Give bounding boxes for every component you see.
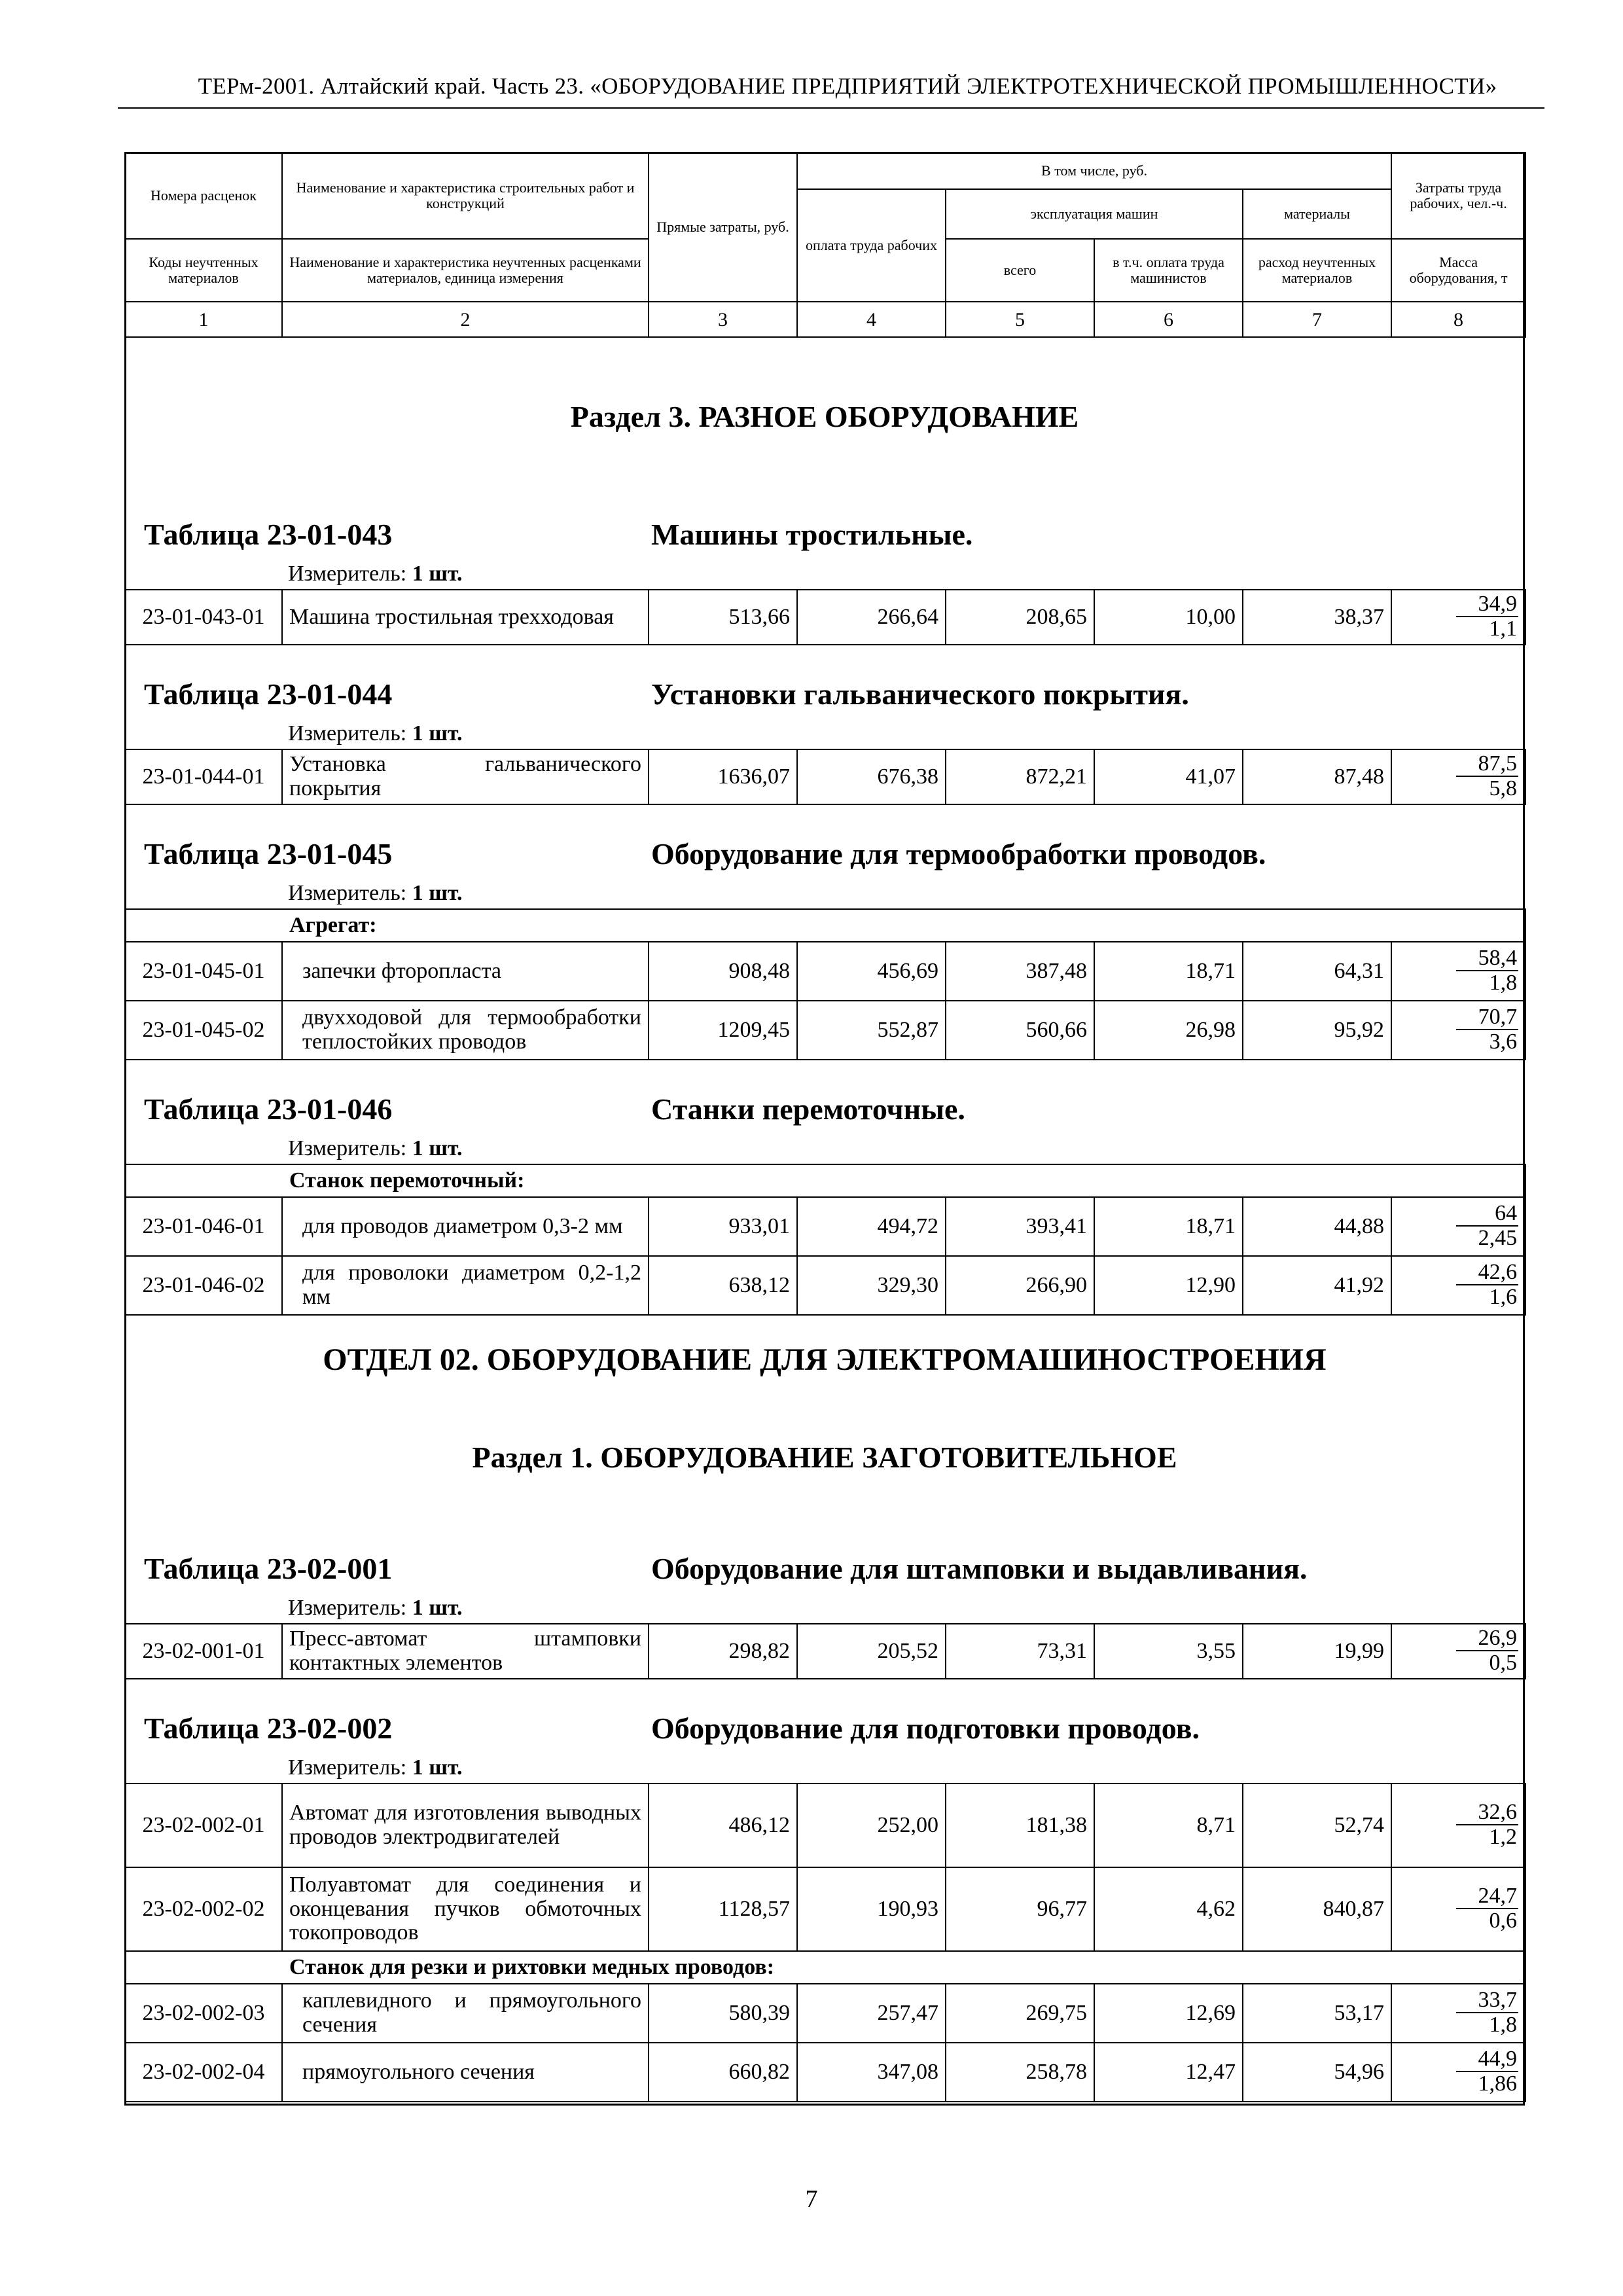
materials-cost: 54,96 xyxy=(1243,2043,1391,2102)
col-mach-labor-header: в т.ч. оплата труда машинистов xyxy=(1094,239,1243,302)
direct-cost: 298,82 xyxy=(649,1624,797,1679)
col-number: 1 xyxy=(125,302,282,337)
direct-cost: 933,01 xyxy=(649,1197,797,1256)
measure-line xyxy=(124,560,1525,589)
machinist-labor-cost: 12,90 xyxy=(1094,1256,1243,1315)
rate-code: 23-01-046-01 xyxy=(125,1197,282,1256)
labor-hours: 58,4 xyxy=(1456,947,1519,971)
rate-name: для проволоки диаметром 0,2-1,2 мм xyxy=(282,1256,649,1315)
table-row xyxy=(125,2043,1525,2102)
machine-cost: 393,41 xyxy=(946,1197,1094,1256)
col-number: 7 xyxy=(1243,302,1391,337)
measure-label: Измеритель: xyxy=(288,881,407,905)
group-label: Станок перемоточный: xyxy=(125,1164,1525,1197)
equipment-mass: 3,6 xyxy=(1489,1030,1518,1054)
labor-cost: 190,93 xyxy=(797,1867,946,1951)
labor-cost: 329,30 xyxy=(797,1256,946,1315)
labor-cost: 257,47 xyxy=(797,1984,946,2043)
incl-header: В том числе, руб. xyxy=(797,152,1391,189)
col-direct-header: Прямые затраты, руб. xyxy=(649,152,797,302)
machine-cost: 387,48 xyxy=(946,942,1094,1001)
col-number: 4 xyxy=(797,302,946,337)
table-heading xyxy=(124,511,1525,560)
col-number: 8 xyxy=(1391,302,1525,337)
labor-mass-fraction xyxy=(1456,1006,1519,1053)
table-row xyxy=(125,1784,1525,1867)
machinist-labor-cost: 26,98 xyxy=(1094,1001,1243,1060)
machine-cost: 269,75 xyxy=(946,1984,1094,2043)
rate-code: 23-02-002-03 xyxy=(125,1984,282,2043)
labor-mass-cell xyxy=(1391,749,1525,804)
direct-cost: 580,39 xyxy=(649,1984,797,2043)
materials-cost: 41,92 xyxy=(1243,1256,1391,1315)
rate-code: 23-02-002-04 xyxy=(125,2043,282,2102)
labor-mass-cell xyxy=(1391,1624,1525,1679)
rate-name: Установка гальванического покрытия xyxy=(282,749,649,804)
page-number: 7 xyxy=(805,2185,818,2213)
col-code-header: Номера расценок xyxy=(125,152,282,239)
equipment-mass: 2,45 xyxy=(1478,1226,1518,1250)
labor-mass-cell xyxy=(1391,1256,1525,1315)
rate-name: запечки фторопласта xyxy=(282,942,649,1001)
machine-cost: 181,38 xyxy=(946,1784,1094,1867)
table-row xyxy=(125,1256,1525,1315)
rate-table xyxy=(124,1783,1526,2102)
direct-cost: 1209,45 xyxy=(649,1001,797,1060)
measure-value: 1 шт. xyxy=(412,1755,463,1780)
direct-cost: 486,12 xyxy=(649,1784,797,1867)
labor-cost: 456,69 xyxy=(797,942,946,1001)
table-row xyxy=(125,1867,1525,1951)
labor-mass-fraction xyxy=(1456,753,1519,800)
measure-line xyxy=(124,1135,1525,1164)
labor-mass-cell xyxy=(1391,1984,1525,2043)
labor-hours: 34,9 xyxy=(1456,593,1519,617)
labor-mass-cell xyxy=(1391,2043,1525,2102)
direct-cost: 1636,07 xyxy=(649,749,797,804)
section-title: Раздел 1. ОБОРУДОВАНИЕ ЗАГОТОВИТЕЛЬНОЕ xyxy=(472,1441,1177,1474)
equipment-mass: 1,1 xyxy=(1489,617,1517,641)
table-heading xyxy=(124,830,1525,880)
labor-mass-fraction xyxy=(1456,593,1519,640)
column-header xyxy=(124,152,1526,338)
labor-mass-fraction xyxy=(1456,1801,1519,1848)
labor-cost: 266,64 xyxy=(797,590,946,645)
col-number: 5 xyxy=(946,302,1094,337)
measure-line xyxy=(124,1594,1525,1623)
labor-mass-cell xyxy=(1391,1001,1525,1060)
header-rule xyxy=(118,107,1544,109)
direct-cost: 660,82 xyxy=(649,2043,797,2102)
rate-code: 23-01-043-01 xyxy=(125,590,282,645)
materials-cost: 44,88 xyxy=(1243,1197,1391,1256)
rate-code: 23-01-045-02 xyxy=(125,1001,282,1060)
materials-cost: 38,37 xyxy=(1243,590,1391,645)
direct-cost: 638,12 xyxy=(649,1256,797,1315)
labor-mass-cell xyxy=(1391,1867,1525,1951)
machinist-labor-cost: 4,62 xyxy=(1094,1867,1243,1951)
table-row xyxy=(125,1624,1525,1679)
labor-cost: 552,87 xyxy=(797,1001,946,1060)
labor-mass-fraction xyxy=(1456,1989,1519,2036)
table-heading xyxy=(124,670,1525,720)
group-row xyxy=(125,1951,1525,1984)
materials-cost: 840,87 xyxy=(1243,1867,1391,1951)
direct-cost: 908,48 xyxy=(649,942,797,1001)
measure-value: 1 шт. xyxy=(412,1136,463,1160)
measure-label: Измеритель: xyxy=(288,562,407,586)
equipment-mass: 0,6 xyxy=(1489,1909,1517,1933)
col-mat-code-header: Коды неучтенных материалов xyxy=(125,239,282,302)
measure-value: 1 шт. xyxy=(412,721,463,745)
rate-code: 23-02-002-01 xyxy=(125,1784,282,1867)
machinist-labor-cost: 10,00 xyxy=(1094,590,1243,645)
table-row xyxy=(125,1984,1525,2043)
labor-cost: 347,08 xyxy=(797,2043,946,2102)
labor-hours: 87,5 xyxy=(1456,753,1519,777)
group-row xyxy=(125,1164,1525,1197)
table-number: Таблица 23-01-046 xyxy=(144,1092,393,1126)
materials-cost: 95,92 xyxy=(1243,1001,1391,1060)
measure-value: 1 шт. xyxy=(412,1596,463,1620)
labor-cost: 252,00 xyxy=(797,1784,946,1867)
equipment-mass: 1,8 xyxy=(1489,2013,1517,2037)
machine-cost: 872,21 xyxy=(946,749,1094,804)
rate-code: 23-01-044-01 xyxy=(125,749,282,804)
labor-mass-fraction xyxy=(1456,2048,1519,2095)
labor-mass-cell xyxy=(1391,1784,1525,1867)
materials-cost: 52,74 xyxy=(1243,1784,1391,1867)
table-number: Таблица 23-01-044 xyxy=(144,677,393,711)
equipment-mass: 0,5 xyxy=(1489,1651,1517,1675)
labor-hours: 32,6 xyxy=(1456,1801,1519,1825)
table-row xyxy=(125,942,1525,1001)
table-heading xyxy=(124,1085,1525,1135)
group-label: Агрегат: xyxy=(125,909,1525,942)
labor-hours: 42,6 xyxy=(1456,1261,1519,1285)
labor-hours: 64 xyxy=(1456,1202,1519,1227)
group-row xyxy=(125,909,1525,942)
table-heading xyxy=(124,1704,1525,1754)
labor-mass-cell xyxy=(1391,590,1525,645)
table-name: Оборудование для термообработки проводов. xyxy=(651,837,1266,870)
col-labor-cost-header: Затраты труда рабочих, чел.-ч. xyxy=(1391,152,1525,239)
content xyxy=(124,334,1525,2102)
labor-hours: 44,9 xyxy=(1456,2048,1519,2072)
labor-mass-fraction xyxy=(1456,1202,1519,1249)
rate-code: 23-02-002-02 xyxy=(125,1867,282,1951)
rate-name: Машина тростильная трехходовая xyxy=(282,590,649,645)
measure-label: Измеритель: xyxy=(288,1755,407,1780)
machine-cost: 258,78 xyxy=(946,2043,1094,2102)
table-name: Установки гальванического покрытия. xyxy=(651,677,1189,711)
group-label: Станок для резки и рихтовки медных проводов: xyxy=(125,1951,1525,1984)
labor-cost: 494,72 xyxy=(797,1197,946,1256)
col-number: 6 xyxy=(1094,302,1243,337)
measure-line xyxy=(124,880,1525,908)
table-number: Таблица 23-01-043 xyxy=(144,518,393,551)
table-row xyxy=(125,1001,1525,1060)
machine-cost: 208,65 xyxy=(946,590,1094,645)
materials-header: материалы xyxy=(1243,189,1391,239)
table-name: Оборудование для штамповки и выдавливания. xyxy=(651,1552,1308,1585)
section-title: Раздел 3. РАЗНОЕ ОБОРУДОВАНИЕ xyxy=(570,400,1079,433)
col-labor-header: оплата труда рабочих xyxy=(797,189,946,302)
machines-header: эксплуатация машин xyxy=(946,189,1243,239)
rate-table xyxy=(124,749,1526,805)
measure-line xyxy=(124,1754,1525,1783)
measure-label: Измеритель: xyxy=(288,721,407,745)
labor-hours: 26,9 xyxy=(1456,1627,1519,1651)
labor-hours: 70,7 xyxy=(1456,1006,1519,1030)
measure-label: Измеритель: xyxy=(288,1596,407,1620)
table-number: Таблица 23-02-002 xyxy=(144,1712,393,1745)
machinist-labor-cost: 8,71 xyxy=(1094,1784,1243,1867)
measure-value: 1 шт. xyxy=(412,881,463,905)
rate-code: 23-01-045-01 xyxy=(125,942,282,1001)
rate-name: Пресс-автомат штамповки контактных элементов xyxy=(282,1624,649,1679)
table-row xyxy=(125,1197,1525,1256)
labor-cost: 205,52 xyxy=(797,1624,946,1679)
col-mat-usage-header: расход неучтенных материалов xyxy=(1243,239,1391,302)
col-mass-header: Масса оборудования, т xyxy=(1391,239,1525,302)
labor-hours: 33,7 xyxy=(1456,1989,1519,2013)
measure-label: Измеритель: xyxy=(288,1136,407,1160)
machinist-labor-cost: 12,47 xyxy=(1094,2043,1243,2102)
rate-name: прямоугольного сечения xyxy=(282,2043,649,2102)
direct-cost: 513,66 xyxy=(649,590,797,645)
equipment-mass: 1,2 xyxy=(1489,1825,1517,1849)
equipment-mass: 1,86 xyxy=(1478,2072,1517,2096)
table-row xyxy=(125,590,1525,645)
rate-code: 23-01-046-02 xyxy=(125,1256,282,1315)
machinist-labor-cost: 18,71 xyxy=(1094,942,1243,1001)
rate-name: Полуавтомат для соединения и оконцевания пучков обмоточных токопроводов xyxy=(282,1867,649,1951)
machinist-labor-cost: 12,69 xyxy=(1094,1984,1243,2043)
department-title: ОТДЕЛ 02. ОБОРУДОВАНИЕ ДЛЯ ЭЛЕКТРОМАШИНОСТРОЕНИЯ xyxy=(323,1342,1327,1377)
rate-name: Автомат для изготовления выводных проводов электродвигателей xyxy=(282,1784,649,1867)
labor-mass-cell xyxy=(1391,942,1525,1001)
machinist-labor-cost: 3,55 xyxy=(1094,1624,1243,1679)
table-name: Станки перемоточные. xyxy=(651,1092,965,1126)
materials-cost: 19,99 xyxy=(1243,1624,1391,1679)
labor-mass-cell xyxy=(1391,1197,1525,1256)
rate-name: для проводов диаметром 0,3-2 мм xyxy=(282,1197,649,1256)
machine-cost: 73,31 xyxy=(946,1624,1094,1679)
materials-cost: 53,17 xyxy=(1243,1984,1391,2043)
materials-cost: 64,31 xyxy=(1243,942,1391,1001)
machinist-labor-cost: 18,71 xyxy=(1094,1197,1243,1256)
machine-cost: 266,90 xyxy=(946,1256,1094,1315)
machine-cost: 560,66 xyxy=(946,1001,1094,1060)
table-heading xyxy=(124,1545,1525,1594)
rate-name: каплевидного и прямоугольного сечения xyxy=(282,1984,649,2043)
col-number: 3 xyxy=(649,302,797,337)
measure-value: 1 шт. xyxy=(412,562,463,586)
col-mat-name-header: Наименование и характеристика неучтенных расценками материалов, единица измерения xyxy=(282,239,649,302)
equipment-mass: 5,8 xyxy=(1489,776,1517,800)
labor-mass-fraction xyxy=(1456,1627,1519,1674)
rate-code: 23-02-001-01 xyxy=(125,1624,282,1679)
rate-name: двухходовой для термообработки теплостойких проводов xyxy=(282,1001,649,1060)
table-row xyxy=(125,749,1525,804)
measure-line xyxy=(124,720,1525,749)
table-number: Таблица 23-02-001 xyxy=(144,1552,393,1585)
rate-table xyxy=(124,908,1526,1060)
labor-mass-fraction xyxy=(1456,1885,1519,1932)
rate-table xyxy=(124,1164,1526,1316)
materials-cost: 87,48 xyxy=(1243,749,1391,804)
equipment-mass: 1,6 xyxy=(1489,1285,1518,1309)
col-mach-total-header: всего xyxy=(946,239,1094,302)
col-number: 2 xyxy=(282,302,649,337)
table-name: Оборудование для подготовки проводов. xyxy=(651,1712,1200,1745)
labor-hours: 24,7 xyxy=(1456,1885,1519,1909)
rate-table xyxy=(124,1623,1526,1679)
table-number: Таблица 23-01-045 xyxy=(144,837,393,870)
col-name-header: Наименование и характеристика строительных работ и конструкций xyxy=(282,152,649,239)
labor-cost: 676,38 xyxy=(797,749,946,804)
running-header: ТЕРм-2001. Алтайский край. Часть 23. «ОБОРУДОВАНИЕ ПРЕДПРИЯТИЙ ЭЛЕКТРОТЕХНИЧЕСКОЙ ПРОМЫШЛЕННОСТИ» xyxy=(198,73,1497,99)
equipment-mass: 1,8 xyxy=(1489,971,1518,995)
labor-mass-fraction xyxy=(1456,947,1519,994)
labor-mass-fraction xyxy=(1456,1261,1519,1308)
direct-cost: 1128,57 xyxy=(649,1867,797,1951)
machinist-labor-cost: 41,07 xyxy=(1094,749,1243,804)
rate-table xyxy=(124,589,1526,645)
machine-cost: 96,77 xyxy=(946,1867,1094,1951)
table-name: Машины тростильные. xyxy=(651,518,973,551)
